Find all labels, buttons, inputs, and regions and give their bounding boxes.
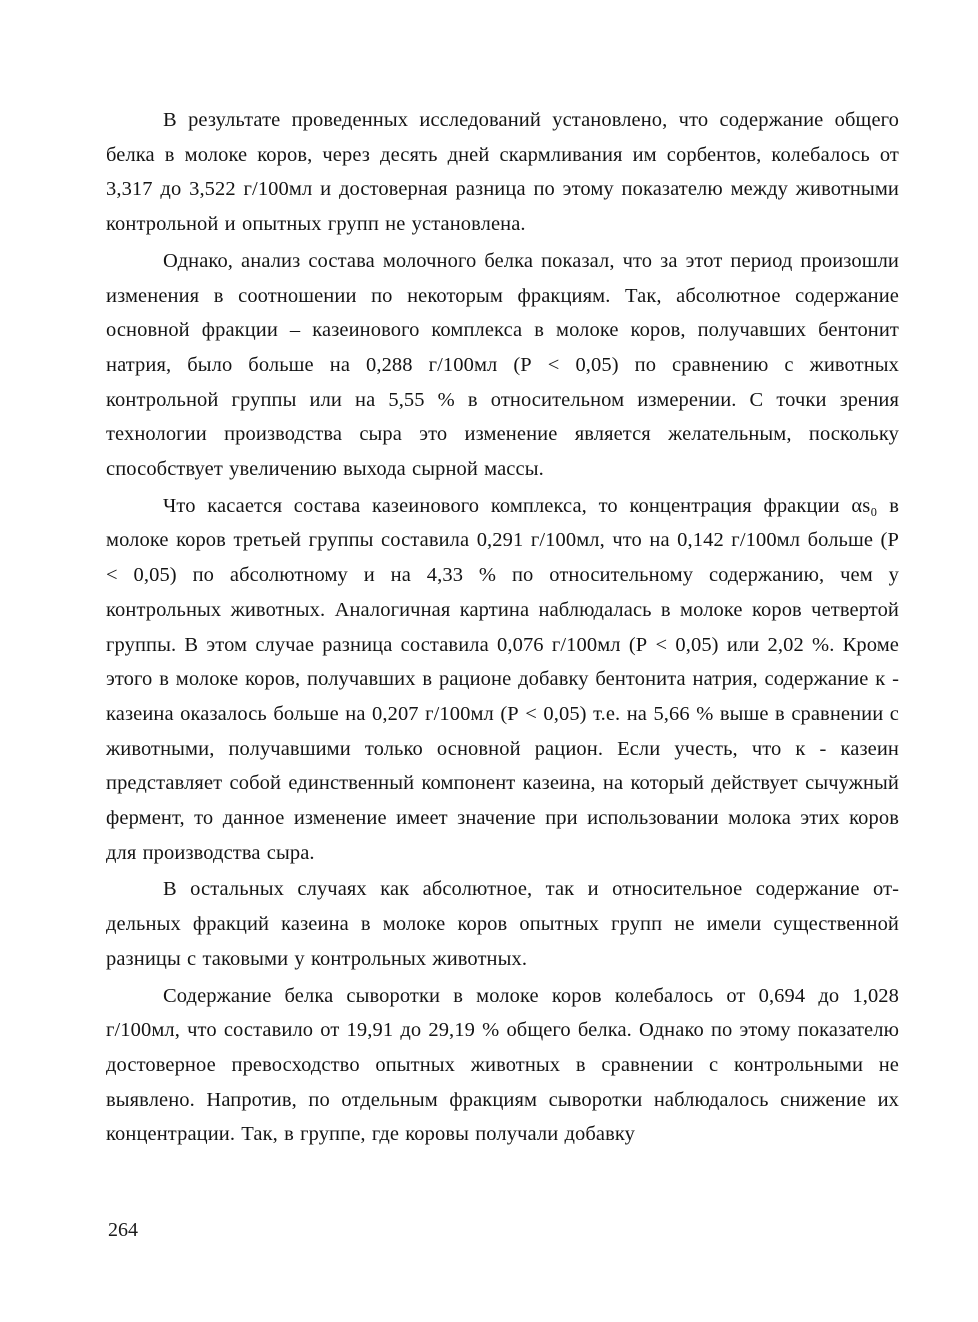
paragraph-1: В результате проведенных исследований установлено, что содержание общего белка в молоке коров, через десять дней скармливания им сорбентов, колебалось от 3,317 до 3,522 г/100мл и достоверная разница по этому показателю между животными контрольной и опытных групп не установлена. (106, 109, 899, 236)
paragraph-5: Содержание белка сыворотки в молоке коров колебалось от 0,694 до 1,028 г/100мл, что составило от 19,91 до 29,19 % общего белка. Однако по этому показателю достоверное превосходство опытных животных в сравнении с контрольными не выявлено. Напротив, по отдельным фракциям сыворотки наблюдалось снижение их концентрации. Так, в группе, где коровы получали добавку (106, 984, 899, 1146)
paragraph-3: Что касается состава казеинового комплекса, то концентрация фракции αs₀ в молоке коров третьей группы составила 0,291 г/100мл, что на 0,142 г/100мл больше (Р < 0,05) по абсолютному и на 4,33 % по относительному содержанию, чем у контрольных животных. Аналогичная картина наблюдалась в молоке коров четвертой группы. В этом случае разница составила 0,076 г/100мл (Р < 0,05) или 2,02 %. Кроме этого в молоке коров, получавших в рационе добавку бентонита натрия, содержание к - казеина оказалось больше на 0,207 г/100мл (Р < 0,05) т.е. на 5,66 % выше в сравнении с животными, получавшими только основной рацион. Если учесть, что к - казеин представляет собой единственный компонент казеина, на который действует сычужный фермент, то данное изменение имеет значение при использовании молока этих коров для производства сыра. (106, 494, 899, 864)
paragraph-4: В остальных случаях как абсолютное, так и относительное содержание отдельных фракций казеина в молоке коров опытных групп не имели существенной разницы с таковыми у контрольных животных. (106, 878, 899, 970)
body-text (106, 103, 899, 1154)
page-number: 264 (108, 1219, 138, 1241)
paragraph-2: Однако, анализ состава молочного белка показал, что за этот период произошли изменения в соотношении по некоторым фракциям. Так, абсолютное содержание основной фракции – казеинового комплекса в молоке коров, получавших бентонит натрия, было больше на 0,288 г/100мл (Р < 0,05) по сравнению с животных контрольной группы или на 5,55 % в относительном измерении. С точки зрения технологии производства сыра это изменение является желательным, поскольку способствует увеличению выхода сырной массы. (106, 249, 899, 481)
